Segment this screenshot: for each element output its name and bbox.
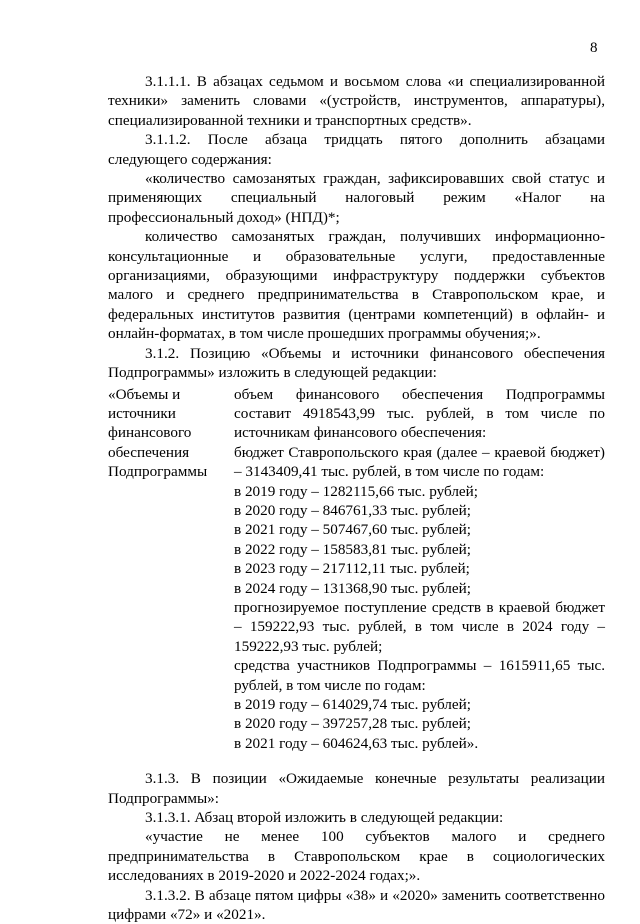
table-left-label: «Объемы и источники финансового обеспечения Подпрограммы xyxy=(108,385,208,481)
table-line: в 2019 году – 614029,74 тыс. рублей; xyxy=(234,696,471,713)
table-line: в 2021 году – 507467,60 тыс. рублей; xyxy=(234,521,471,539)
table-line: бюджет Ставропольского края (далее – краевой бюджет) – 3143409,41 тыс. рублей, в том числе по годам: xyxy=(234,443,605,481)
paragraph: количество самозанятых граждан, получивших информационно-консультационные и образовательные услуги, предоставленные организациями, образующими инфраструктуру поддержки субъектов малого и среднего предпринимательства в Ставропольском крае, и федеральных институтов развития (центрами компетенций) в офлайн- и онлайн-форматах, в том числе прошедших программы обучения;». xyxy=(108,228,605,343)
paragraph: 3.1.2. Позицию «Объемы и источники финансового обеспечения Подпрограммы» изложить в следующей редакции: xyxy=(108,344,605,382)
table-right-column xyxy=(234,385,605,754)
paragraph: 3.1.3.1. Абзац второй изложить в следующей редакции: xyxy=(145,809,504,827)
table-line: в 2020 году – 846761,33 тыс. рублей; xyxy=(234,501,471,519)
paragraph: 3.1.1.1. В абзацах седьмом и восьмом слова «и специализированной техники» заменить словами «(устройств, инструментов, аппаратуры), специализированной техники и транспортных средств». xyxy=(108,73,605,129)
paragraph: «участие не менее 100 субъектов малого и среднего предпринимательства в Ставропольском крае в социологических исследованиях в 2019-2020 и 2022-2024 годах;». xyxy=(108,828,605,885)
table-line: в 2020 году – 397257,28 тыс. рублей; xyxy=(234,715,471,733)
funding-table xyxy=(108,385,605,754)
table-line: в 2021 году – 604624,63 тыс. рублей». xyxy=(234,734,479,752)
table-line: объем финансового обеспечения Подпрограммы составит 4918543,99 тыс. рублей, в том числе по источникам финансового обеспечения: xyxy=(234,385,605,442)
paragraph: 3.1.1.2. После абзаца тридцать пятого дополнить абзацами следующего содержания: xyxy=(108,131,605,168)
table-line: средства участников Подпрограммы – 1615911,65 тыс. рублей, в том числе по годам: xyxy=(234,657,605,694)
table-line: в 2024 году – 131368,90 тыс. рублей; xyxy=(234,579,471,597)
paragraph: 3.1.3. В позиции «Ожидаемые конечные результаты реализации Подпрограммы»: xyxy=(108,770,605,807)
table-line: прогнозируемое поступление средств в краевой бюджет – 159222,93 тыс. рублей, в том числе в 2024 году – 159222,93 тыс. рублей; xyxy=(234,598,605,655)
paragraph: 3.1.3.2. В абзаце пятом цифры «38» и «2020» заменить соответственно цифрами «72» и «2021». xyxy=(108,886,605,924)
table-line: в 2019 году – 1282115,66 тыс. рублей; xyxy=(234,482,479,500)
document-body xyxy=(108,72,605,924)
paragraph: «количество самозанятых граждан, зафиксировавших свой статус и применяющих специальный налоговый режим «Налог на профессиональный доход» (НПД)*; xyxy=(108,170,605,226)
page-number: 8 xyxy=(590,40,598,56)
table-line: в 2023 году – 217112,11 тыс. рублей; xyxy=(234,560,470,578)
table-line: в 2022 году – 158583,81 тыс. рублей; xyxy=(234,540,471,558)
